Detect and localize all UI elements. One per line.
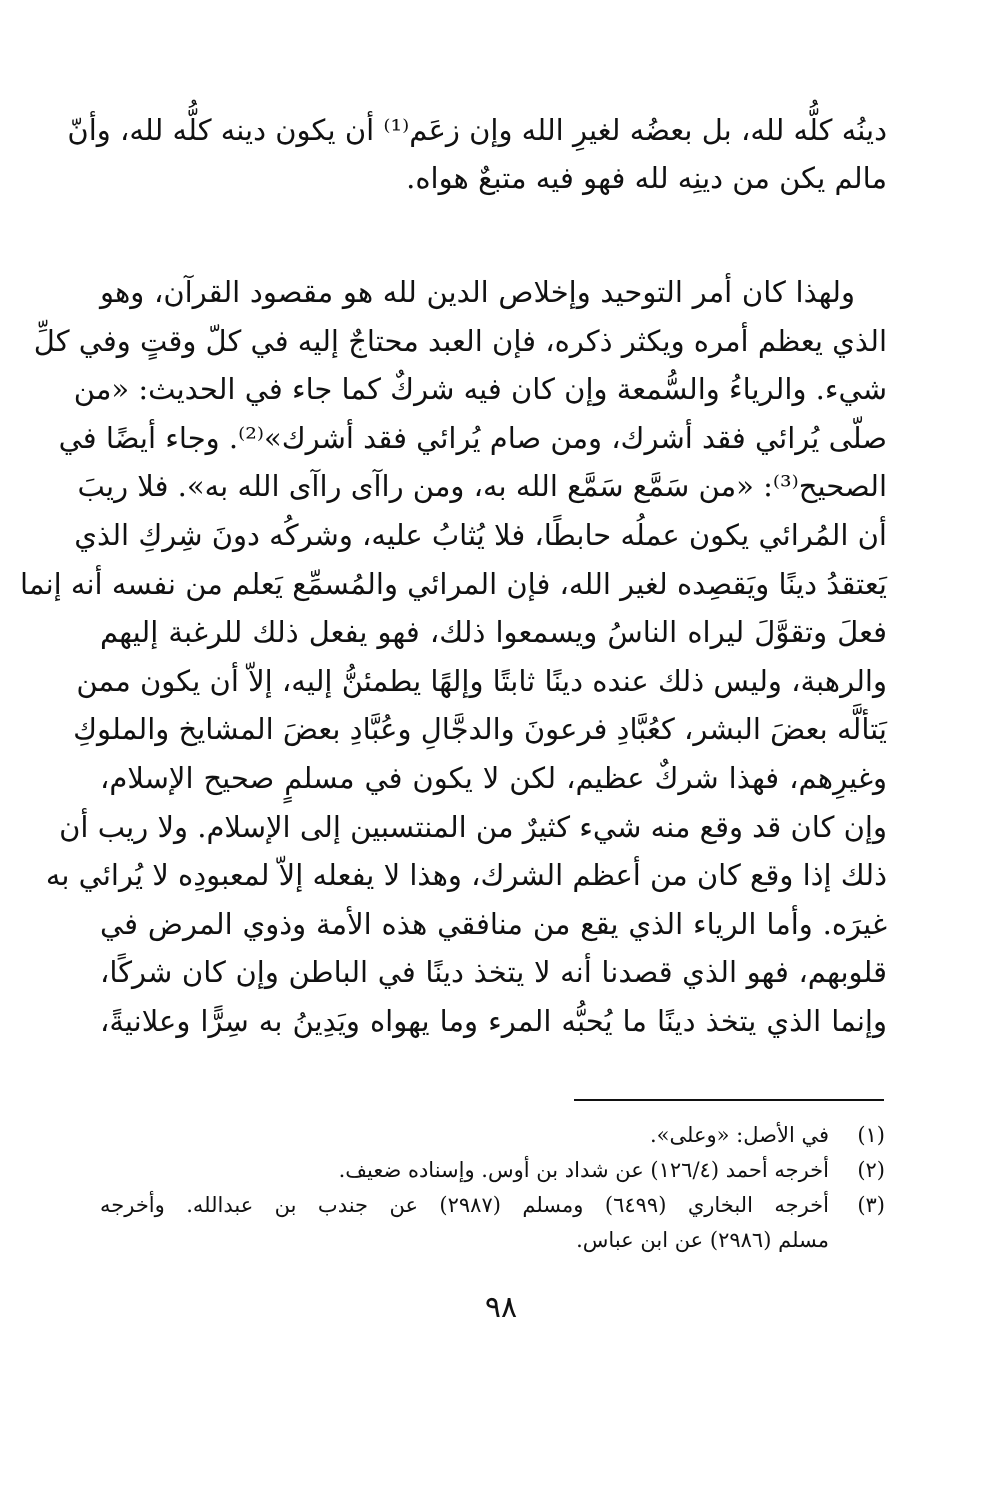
footnotes xyxy=(100,1118,885,1258)
text-line: الصحيح⁽³⁾: «من سَمَّع سَمَّع الله به، ومن راآى راآى الله به». فلا ريبَ xyxy=(77,469,887,504)
text-line: أن المُرائي يكون عملُه حابطًا، فلا يُثابُ عليه، وشركُه دونَ شِركِ الذي xyxy=(74,517,887,552)
text-line: ذلك إذا وقع كان من أعظم الشرك، وهذا لا يفعله إلاّ لمعبودِه لا يُرائي به xyxy=(45,858,887,893)
text-line: فعلَ وتقوَّلَ ليراه الناسُ ويسمعوا ذلك، فهو يفعل ذلك للرغبة إليهم xyxy=(100,615,887,650)
paragraph-continuation xyxy=(67,106,887,202)
footnote-3 xyxy=(100,1188,885,1258)
text-line: دينُه كلُّه لله، بل بعضُه لغيرِ الله وإن زعَم⁽¹⁾ أن يكون دينه كلُّه لله، وأنّ xyxy=(67,113,887,147)
text-line: والرهبة، وليس ذلك عنده دينًا ثابتًا وإلهًا يطمئنُّ إليه، إلاّ أن يكون ممن xyxy=(76,663,887,698)
text-line: مالم يكن من دينِه لله فهو فيه متبعٌ هواه. xyxy=(406,161,887,195)
footnote-1 xyxy=(100,1118,885,1153)
text-line: يَعتقدُ دينًا ويَقصِده لغير الله، فإن المرائي والمُسمِّع يَعلم من نفسه أنه إنما xyxy=(19,566,887,601)
footnote-text: مسلم (٢٩٨٦) عن ابن عباس. xyxy=(576,1228,829,1252)
text-line: وإنما الذي يتخذ دينًا ما يُحبُّه المرء وما يهواه ويَدِينُ به سِرًّا وعلانيةً، xyxy=(100,1003,887,1038)
footnote-text: في الأصل: «وعلى». xyxy=(649,1123,829,1147)
text-line: ولهذا كان أمر التوحيد وإخلاص الدين لله هو مقصود القرآن، وهو xyxy=(100,275,855,309)
text-line: يَتألَّه بعضَ البشر، كعُبَّادِ فرعونَ والدجَّالِ وعُبَّادِ بعضَ المشايخ والملوكِ xyxy=(73,712,887,747)
text-line: صلّى يُرائي فقد أشرك، ومن صام يُرائي فقد أشرك»⁽²⁾. وجاء أيضًا في xyxy=(58,420,887,455)
paragraph-main xyxy=(19,268,887,1046)
footnote-text: أخرجه أحمد (١٢٦/٤) عن شداد بن أوس. وإسناده ضعيف. xyxy=(338,1158,829,1182)
footnote-text: أخرجه البخاري (٦٤٩٩) ومسلم (٢٩٨٧) عن جندب بن عبدالله. وأخرجه xyxy=(100,1193,829,1217)
footnote-2 xyxy=(100,1153,885,1188)
text-line: شيء. والرياءُ والسُّمعة وإن كان فيه شركٌ كما جاء في الحديث: «من xyxy=(73,372,887,407)
footnote-number: (٣) xyxy=(857,1193,885,1217)
text-line: وغيرِهم، فهذا شركٌ عظيم، لكن لا يكون في مسلمٍ صحيح الإسلام، xyxy=(100,760,887,795)
footnote-number: (١) xyxy=(857,1123,885,1147)
text-line: غيرَه. وأما الرياء الذي يقع من منافقي هذه الأمة وذوي المرض في xyxy=(100,906,887,941)
footnote-number: (٢) xyxy=(857,1158,885,1182)
text-line: وإن كان قد وقع منه شيء كثيرٌ من المنتسبين إلى الإسلام. ولا ريب أن xyxy=(59,809,887,844)
text-line: قلوبهم، فهو الذي قصدنا أنه لا يتخذ دينًا في الباطن وإن كان شركًا، xyxy=(100,955,887,990)
footnote-separator xyxy=(574,1099,884,1101)
text-line: الذي يعظم أمره ويكثر ذكره، فإن العبد محتاجٌ إليه في كلّ وقتٍ وفي كلِّ xyxy=(33,323,887,358)
page-number: ٩٨ xyxy=(484,1290,518,1325)
